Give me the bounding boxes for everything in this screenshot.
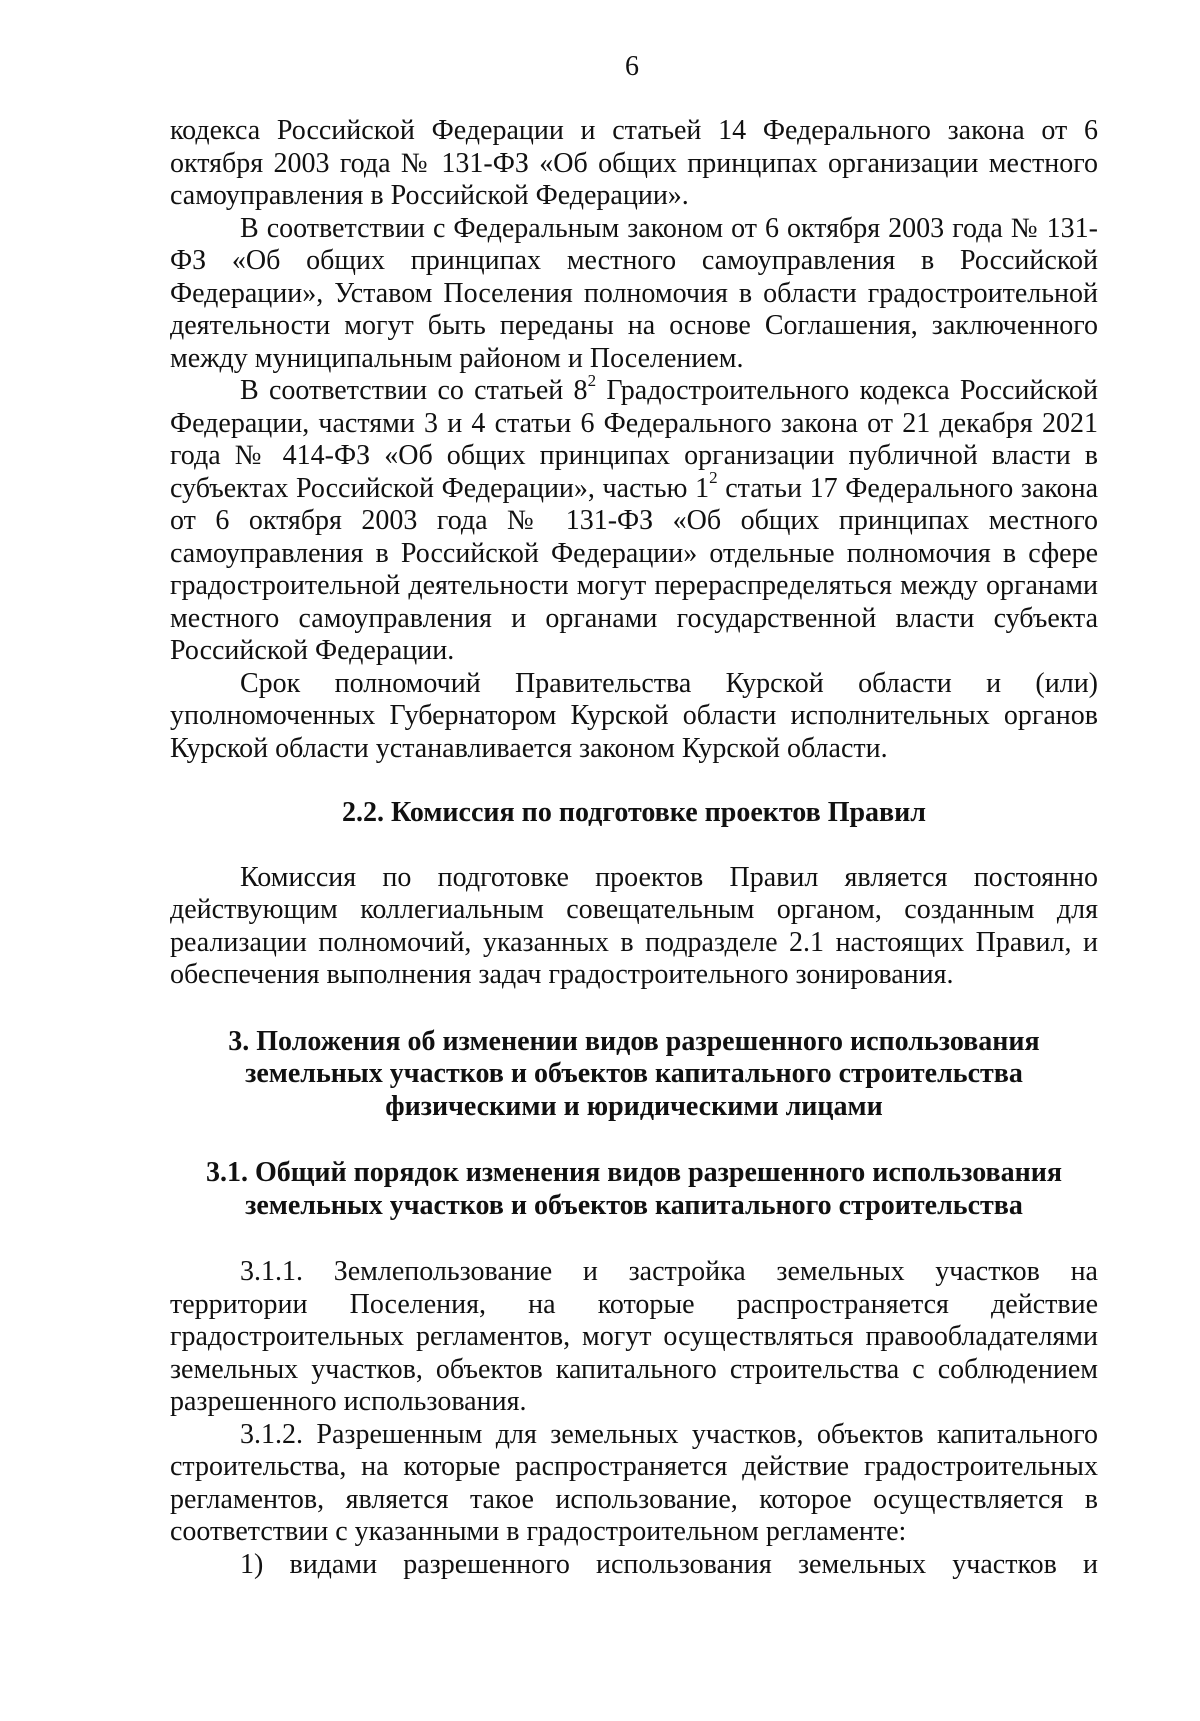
section-heading-2-2: 2.2. Комиссия по подготовке проектов Правил xyxy=(341,797,927,828)
paragraph-3-1-1: 3.1.1. Землепользование и застройка земельных участков на территории Поселения, на которые распространяется действие градостроительных регламентов, могут осуществляться правообладателями земельных участков, объектов капитального строительства с соблюдением разрешенного использования. xyxy=(170,1256,1098,1417)
paragraph-redistribution xyxy=(170,370,1098,668)
document-body xyxy=(170,115,1098,1581)
heading-line: 3.1. Общий порядок изменения видов разрешенного использования xyxy=(205,1157,1063,1188)
paragraph-term: Срок полномочий Правительства Курской области и (или) уполномоченных Губернатором Курской области исполнительных органов Курской области устанавливается законом Курской области. xyxy=(170,667,1098,764)
paragraph-redistribution-part-a: В соответствии со статьей 8 xyxy=(240,375,588,406)
paragraph-redistribution-part-c: статьи 17 Федерального закона от 6 октября 2003 года № 131-ФЗ «Об общих принципах местного самоуправления в Российской Федерации» отдельные полномочия в сфере градостроительной деятельности могут перераспределяться между органами местного самоуправления и органами государственной власти субъекта Российской Федерации. xyxy=(170,472,1098,666)
heading-line: земельных участков и объектов капитального строительства xyxy=(245,1058,1023,1089)
paragraph-commission: Комиссия по подготовке проектов Правил является постоянно действующим коллегиальным совещательным органом, созданным для реализации полномочий, указанных в подразделе 2.1 настоящих Правил, и обеспечения выполнения задач градостроительного зонирования. xyxy=(170,861,1098,990)
section-heading-3-1 xyxy=(170,1157,1098,1222)
list-item-1: 1) видами разрешенного использования земельных участков и xyxy=(240,1548,1098,1580)
superscript: 2 xyxy=(709,468,718,488)
section-heading-3 xyxy=(170,1026,1098,1124)
paragraph-federal-law: В соответствии с Федеральным законом от 6 октября 2003 года № 131-ФЗ «Об общих принципах местного самоуправления в Российской Федерации», Уставом Поселения полномочия в области градостроительной деятельности могут быть переданы на основе Соглашения, заключенного между муниципальным районом и Поселением. xyxy=(170,212,1098,374)
heading-line: 3. Положения об изменении видов разрешенного использования xyxy=(228,1025,1040,1057)
superscript: 2 xyxy=(587,370,597,390)
paragraph-continuation: кодекса Российской Федерации и статьей 14 Федерального закона от 6 октября 2003 года № 131-ФЗ «Об общих принципах организации местного самоуправления в Российской Федерации». xyxy=(170,115,1098,211)
heading-line: физическими и юридическими лицами xyxy=(385,1090,883,1122)
paragraph-redistribution-part-b: Градостроительного кодекса Российской Федерации, частями 3 и 4 статьи 6 Федерального закона от 21 декабря 2021 года № 414-ФЗ «Об общих принципах организации публичной власти в субъектах Российской Федерации», частью 1 xyxy=(170,375,1098,504)
paragraph-3-1-2: 3.1.2. Разрешенным для земельных участков, объектов капитального строительства, на которые распространяется действие градостроительных регламентов, является такое использование, которое осуществляется в соответствии с указанными в градостроительном регламенте: xyxy=(170,1418,1098,1547)
page-number: 6 xyxy=(625,51,639,82)
heading-line: земельных участков и объектов капитального строительства xyxy=(245,1189,1023,1221)
